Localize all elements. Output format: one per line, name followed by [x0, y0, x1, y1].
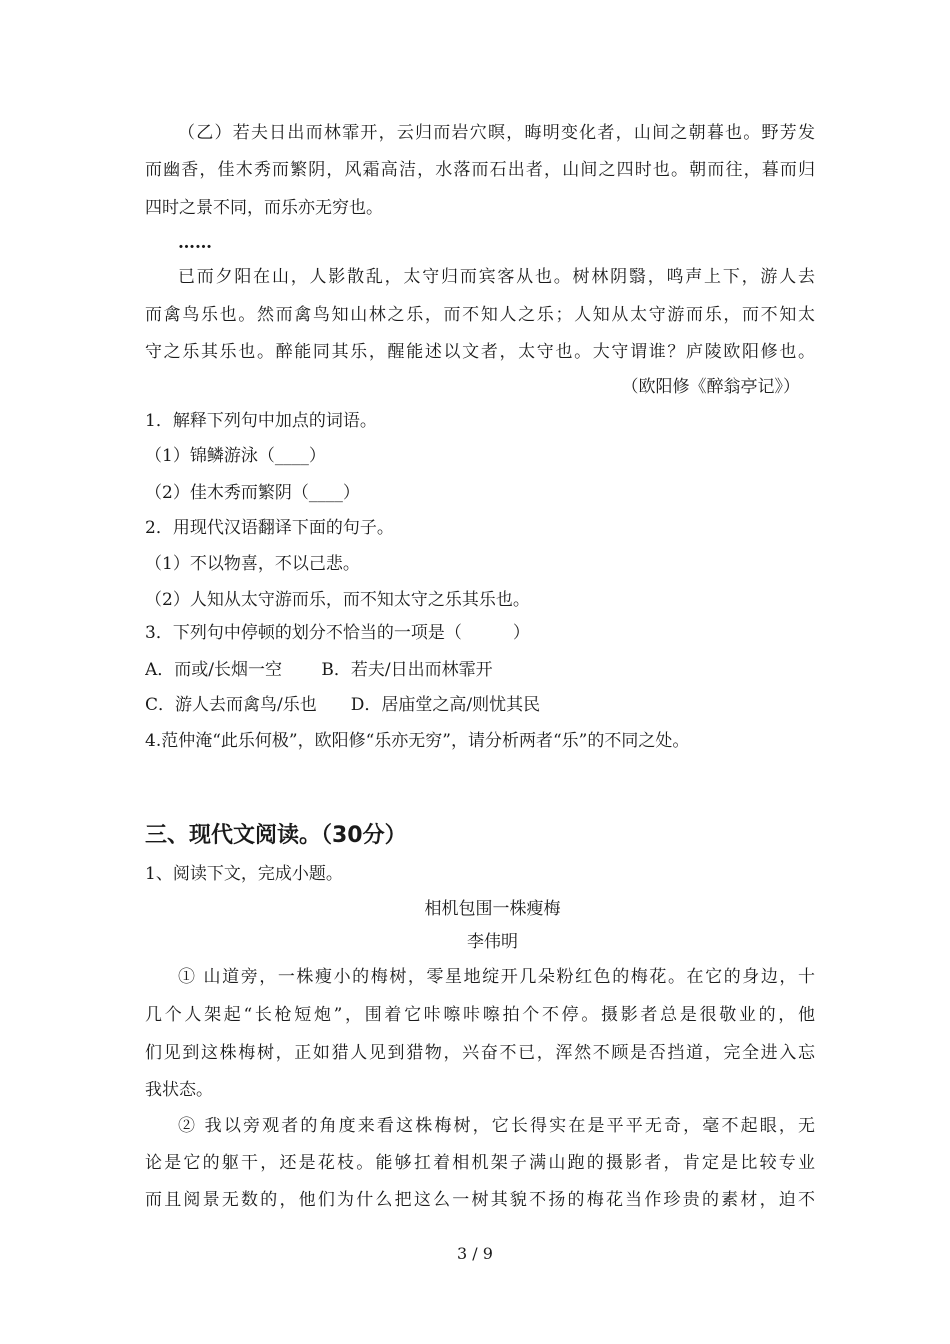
passage-line: 已而夕阳在山，人影散乱，太守归而宾客从也。树林阴翳，鸣声上下，游人去 — [178, 267, 815, 287]
passage-line: （乙）若夫日出而林霏开，云归而岩穴暝，晦明变化者，山间之朝暮也。野芳发 — [178, 123, 815, 143]
text: 的一项是（ ） — [376, 623, 530, 643]
paragraph-line: 我状态。 — [145, 1080, 213, 1100]
text: 游泳（____） — [223, 446, 326, 466]
question-1-item-2 — [145, 482, 815, 504]
question-1-item-1 — [145, 445, 815, 467]
question-2-stem: 2．用现代汉语翻译下面的句子。 — [145, 518, 394, 538]
passage-line: 而禽鸟乐也。然而禽鸟知山林之乐，而不知人之乐；人知从太守游而乐，而不知太 — [145, 305, 815, 325]
dotted-word: 不 — [325, 623, 343, 643]
paragraph-line: ② 我以旁观者的角度来看这株梅树，它长得实在是平平无奇，毫不起眼，无 — [178, 1116, 815, 1136]
paragraph-line: 几个人架起“长枪短炮”，围着它咔嚓咔嚓拍个不停。摄影者总是很敬业的，他 — [145, 1005, 815, 1025]
text: 而繁阴（____） — [240, 483, 360, 503]
section-instruction: 1、阅读下文，完成小题。 — [145, 864, 343, 884]
section-heading: 三、现代文阅读。（30分） — [145, 823, 407, 848]
dotted-word: 恰 — [342, 623, 360, 643]
ellipsis: …… — [178, 233, 212, 253]
question-3-options-cd: C．游人去而禽鸟/乐也 D．居庙堂之高/则忧其民 — [145, 695, 541, 715]
passage-source: （欧阳修《醉翁亭记》） — [621, 377, 800, 397]
question-2-item-1: （1）不以物喜，不以己悲。 — [145, 554, 360, 574]
dotted-word: 鳞 — [206, 446, 224, 466]
paragraph-line: 论是它的躯干，还是花枝。能够扛着相机架子满山跑的摄影者，肯定是比较专业 — [145, 1153, 815, 1173]
paragraph-line: 而且阅景无数的，他们为什么把这么一树其貌不扬的梅花当作珍贵的素材，迫不 — [145, 1190, 815, 1210]
text: （1）锦 — [145, 446, 207, 466]
question-3-options-ab: A．而或/长烟一空 B．若夫/日出而林霏开 — [145, 660, 493, 680]
dotted-word: 秀 — [223, 483, 241, 503]
paragraph-line: 们见到这株梅树，正如猎人见到猎物，兴奋不已，浑然不顾是否挡道，完全进入忘 — [145, 1043, 815, 1063]
paragraph-line: ① 山道旁，一株瘦小的梅树，零星地绽开几朵粉红色的梅花。在它的身边，十 — [178, 967, 815, 987]
text: （2）佳木 — [145, 483, 224, 503]
passage-line: 而幽香，佳木秀而繁阴，风霜高洁，水落而石出者，山间之四时也。朝而往，暮而归 — [145, 160, 815, 180]
text: 3．下列句中停顿的划分 — [145, 623, 326, 643]
passage-line: 守之乐其乐也。醉能同其乐，醒能述以文者，太守也。大守谓谁？庐陵欧阳修也。 — [145, 342, 815, 362]
article-title: 相机包围一株瘦梅 — [424, 899, 561, 919]
passage-line: 四时之景不同，而乐亦无穷也。 — [145, 198, 383, 218]
page-number: 3 / 9 — [457, 1244, 493, 1263]
question-1-stem: 1．解释下列句中加点的词语。 — [145, 411, 377, 431]
question-3-stem — [145, 622, 815, 644]
article-author: 李伟明 — [467, 932, 518, 952]
dotted-word: 当 — [359, 623, 377, 643]
question-2-item-2: （2）人知从太守游而乐，而不知太守之乐其乐也。 — [145, 590, 530, 610]
question-4-stem: 4.范仲淹“此乐何极”，欧阳修“乐亦无穷”，请分析两者“乐”的不同之处。 — [145, 731, 690, 751]
